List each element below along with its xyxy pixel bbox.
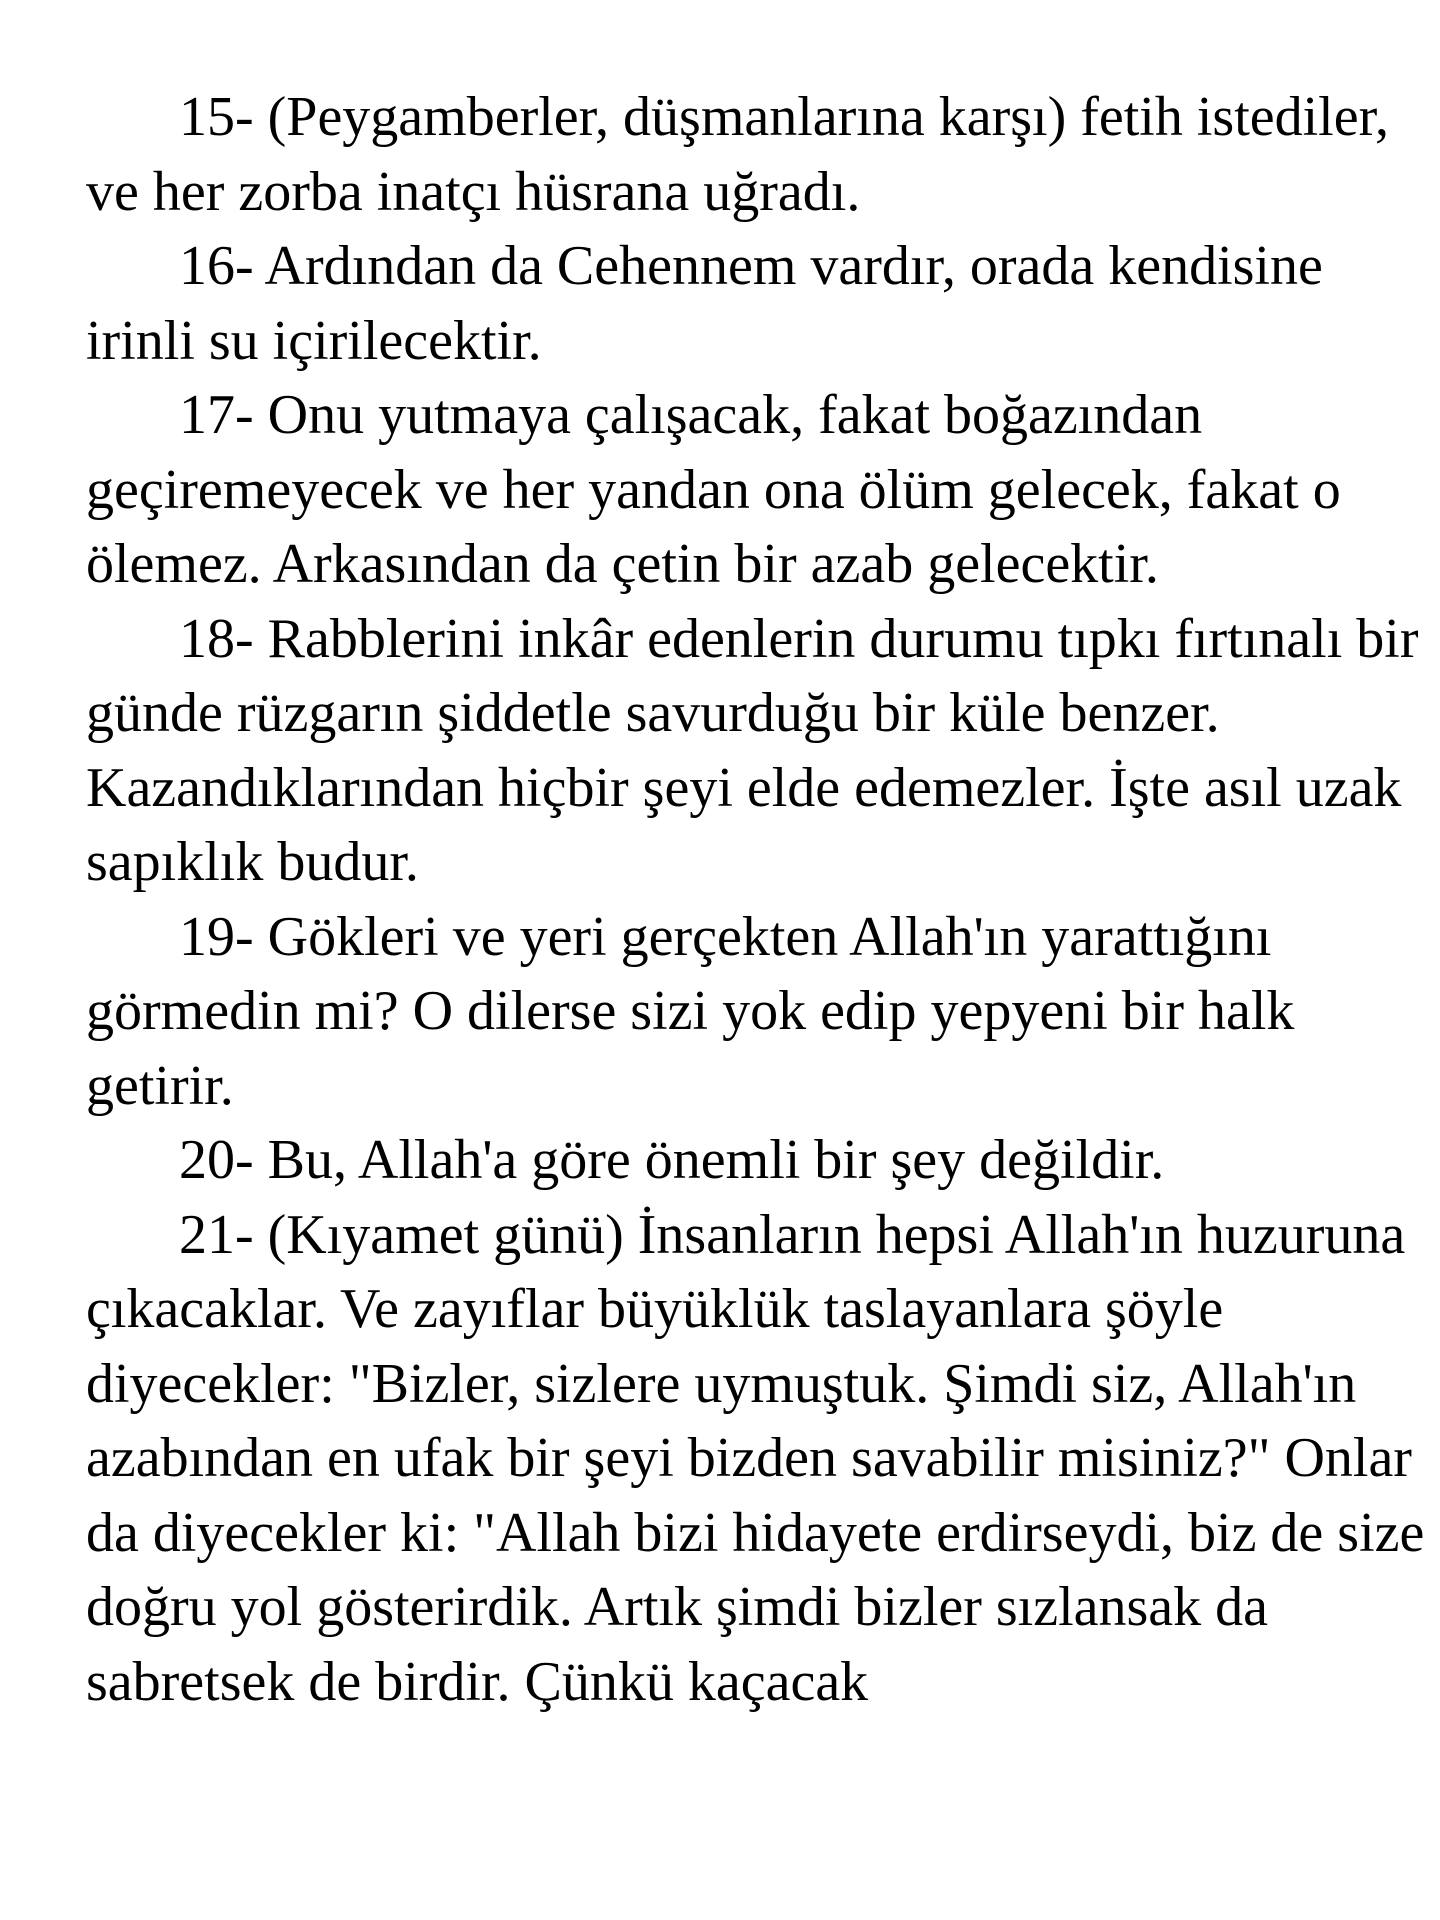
verse-19: 19- Gökleri ve yeri gerçekten Allah'ın yarattığını görmedin mi? O dilerse sizi yok edip yepyeni bir halk getirir. <box>86 905 1295 1117</box>
verse-15: 15- (Peygamberler, düşmanlarına karşı) fetih istediler, ve her zorba inatçı hüsrana uğradı. <box>86 86 1389 223</box>
document-page <box>86 80 1426 1719</box>
verse-18: 18- Rabblerini inkâr edenlerin durumu tıpkı fırtınalı bir günde rüzgarın şiddetle savurduğu bir küle benzer. Kazandıklarından hiçbir şeyi elde edemezler. İşte asıl uzak sapıklık budur. <box>86 607 1419 893</box>
verse-16: 16- Ardından da Cehennem vardır, orada kendisine irinli su içirilecektir. <box>86 235 1323 372</box>
verse-17: 17- Onu yutmaya çalışacak, fakat boğazından geçiremeyecek ve her yandan ona ölüm gelecek, fakat o ölemez. Arkasından da çetin bir azab gelecektir. <box>86 384 1341 595</box>
verse-21: 21- (Kıyamet günü) İnsanların hepsi Allah'ın huzuruna çıkacaklar. Ve zayıflar büyüklük taslayanlara şöyle diyecekler: "Bizler, sizlere uymuştuk. Şimdi siz, Allah'ın azabından en ufak bir şeyi bizden savabilir misiniz?" Onlar da diyecekler ki: "Allah bizi hidayete erdirseydi, biz de size doğru yol gösterirdik. Artık şimdi bizler sızlansak da sabretsek de birdir. Çünkü kaçacak <box>86 1203 1425 1713</box>
verse-20: 20- Bu, Allah'a göre önemli bir şey değildir. <box>179 1129 1165 1191</box>
